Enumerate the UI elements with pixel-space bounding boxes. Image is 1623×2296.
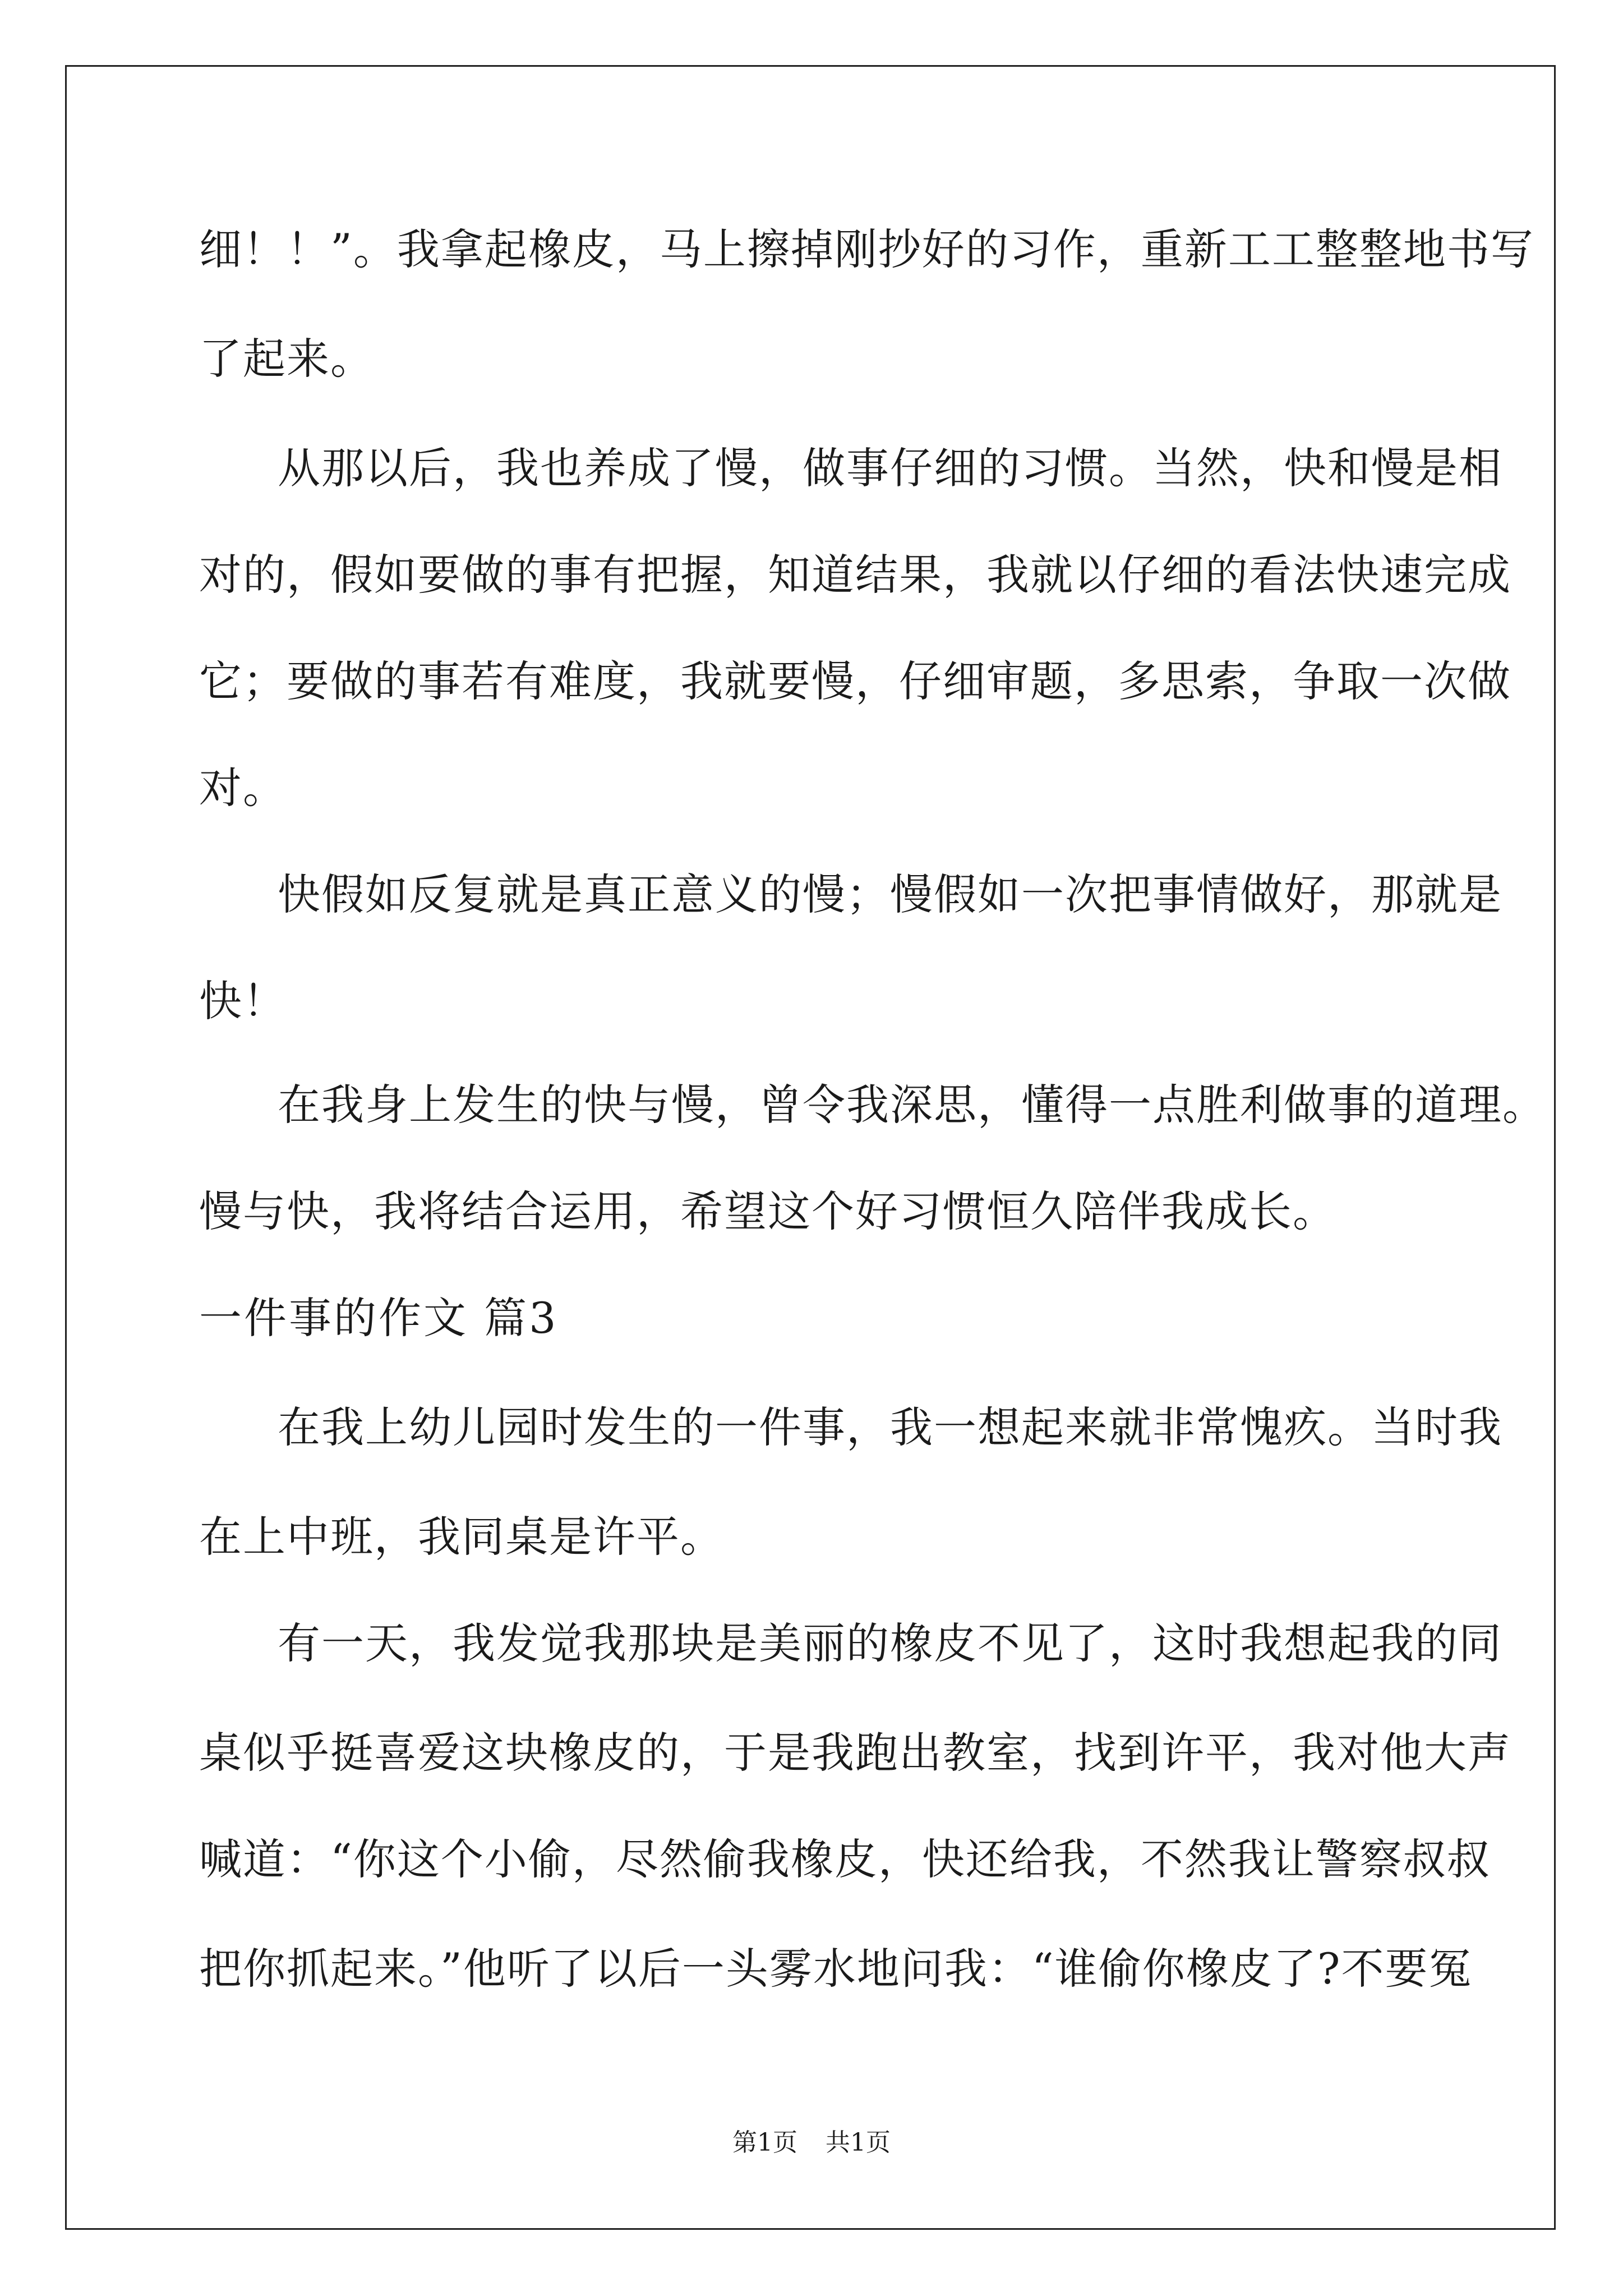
page-total: 共1页 bbox=[826, 2128, 891, 2157]
paragraph-start: 快假如反复就是真正意义的慢；慢假如一次把事情做好，那就是 bbox=[278, 869, 1502, 919]
paragraph-start: 在我上幼儿园时发生的一件事，我一想起来就非常愧疚。当时我 bbox=[278, 1402, 1502, 1452]
text-line: 在上中班，我同桌是许平。 bbox=[199, 1512, 724, 1562]
text-line: 它；要做的事若有难度，我就要慢，仔细审题，多思索，争取一次做 bbox=[199, 656, 1511, 706]
text-line: 桌似乎挺喜爱这块橡皮的，于是我跑出教室，找到许平，我对他大声 bbox=[199, 1728, 1511, 1778]
text-line: 对的，假如要做的事有把握，知道结果，我就以仔细的看法快速完成 bbox=[199, 550, 1511, 600]
page-footer bbox=[0, 2126, 1623, 2160]
section-heading: 一件事的作文 篇3 bbox=[199, 1293, 559, 1343]
text-line: 对。 bbox=[199, 763, 287, 813]
text-line: 快！ bbox=[199, 976, 287, 1026]
text-line: 把你抓起来。”他听了以后一头雾水地问我：“谁偷你橡皮了?不要冤 bbox=[199, 1944, 1473, 1994]
text-line: 了起来。 bbox=[199, 334, 374, 384]
page-number: 第1页 bbox=[732, 2128, 797, 2157]
paragraph-start: 有一天，我发觉我那块是美丽的橡皮不见了，这时我想起我的同 bbox=[278, 1618, 1502, 1668]
text-line: 喊道：“你这个小偷，尽然偷我橡皮，快还给我，不然我让警察叔叔 bbox=[199, 1834, 1491, 1884]
text-line: 慢与快，我将结合运用，希望这个好习惯恒久陪伴我成长。 bbox=[199, 1186, 1336, 1236]
text-line: 细！！”。我拿起橡皮，马上擦掉刚抄好的习作，重新工工整整地书写 bbox=[199, 224, 1534, 274]
paragraph-start: 从那以后，我也养成了慢，做事仔细的习惯。当然，快和慢是相 bbox=[278, 443, 1502, 493]
page-border bbox=[65, 65, 1556, 2230]
paragraph-start: 在我身上发生的快与慢，曾令我深思，懂得一点胜利做事的道理。 bbox=[278, 1080, 1546, 1130]
